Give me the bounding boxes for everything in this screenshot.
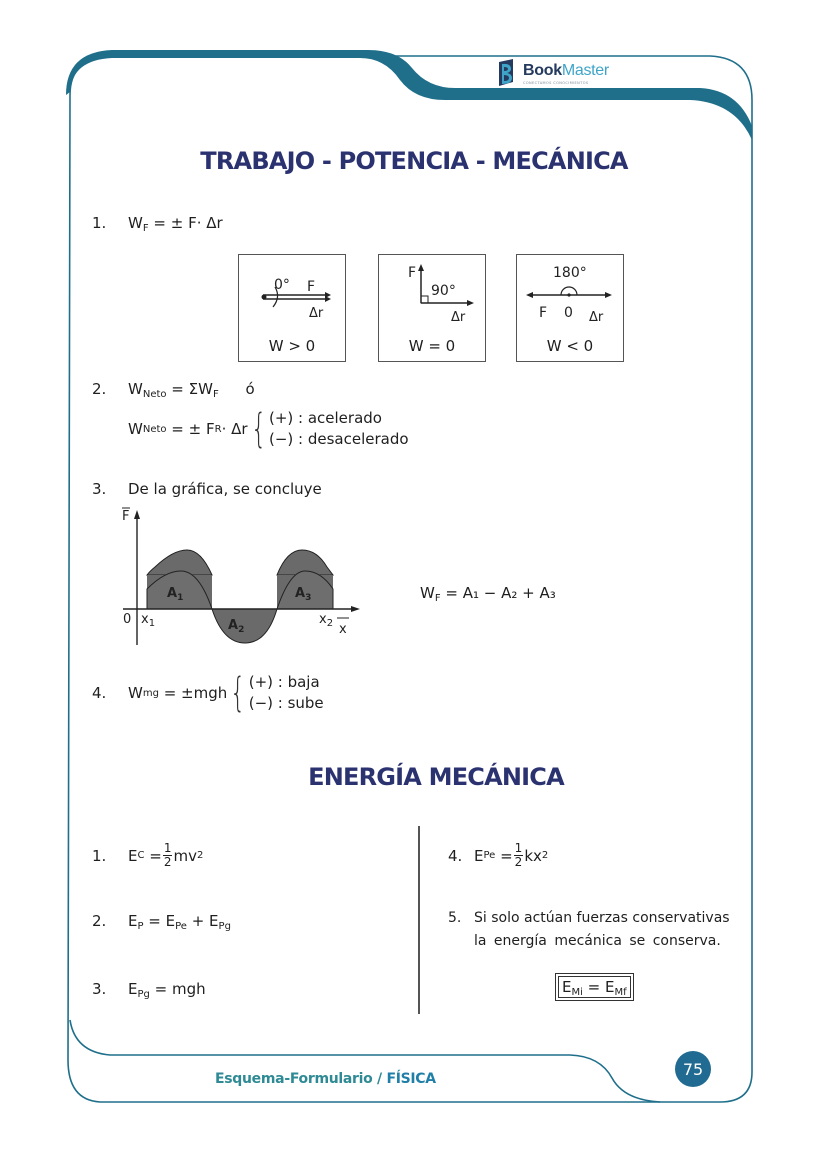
result-label: W > 0	[268, 337, 316, 355]
svg-text:x: x	[339, 622, 347, 637]
svg-text:0: 0	[123, 612, 132, 627]
diagram-zero-degrees	[238, 254, 346, 362]
brand-tagline: CONECTAMOS CONOCIMIENTOS	[523, 80, 589, 85]
conservation-statement: 5. Si solo actúan fuerzas conservativas la energía mecánica se conserva.	[448, 910, 730, 949]
svg-text:F: F	[408, 265, 417, 281]
page-number-badge: 75	[675, 1051, 711, 1087]
svg-text:Δr: Δr	[589, 310, 604, 325]
case-up: (−) : sube	[248, 694, 324, 712]
work-formula-1: 1. $W_F$ = ± F· Δr	[92, 214, 223, 234]
energy-conservation-boxed: $E_{Mi} = E_{Mf}$	[558, 978, 631, 998]
svg-text:180°: 180°	[553, 265, 587, 281]
svg-text:F: F	[539, 305, 548, 321]
net-work-resultant-formula: W Neto = ± F R · Δr { (+) : acelerado (−) : desacelerado	[128, 406, 409, 452]
svg-text:F: F	[122, 509, 130, 524]
svg-text:A3: $A_3$	[295, 586, 312, 603]
svg-text:F: F	[307, 279, 316, 295]
work-area-result: $W_F = A_1 - A_2 + A_3$	[420, 584, 556, 604]
svg-text:Δr: Δr	[309, 306, 324, 321]
svg-text:A1: $A_1$	[167, 586, 184, 603]
diagram-ninety-degrees	[378, 254, 486, 362]
svg-text:Δr: Δr	[451, 310, 466, 325]
parallel-vectors-icon	[239, 263, 345, 333]
svg-text:A2: $A_2$	[228, 618, 245, 635]
book-logo-icon	[497, 58, 519, 88]
bookmaster-logo	[497, 58, 609, 88]
svg-text:90°: 90°	[431, 283, 456, 299]
svg-text:x2: $x_2$	[319, 612, 334, 629]
case-accelerated: (+) : acelerado	[268, 409, 382, 427]
svg-text:0: 0	[564, 305, 573, 321]
net-work-formula: 2. $W_{Neto} = \Sigma W_F$ ó	[92, 380, 255, 400]
svg-text:0°: 0°	[274, 277, 290, 293]
result-label: W < 0	[546, 337, 594, 355]
svg-text:x1: $x_1$	[141, 612, 156, 629]
elastic-energy-formula: 4. E Pe = $\frac{1}{2}$ kx 2	[448, 841, 549, 869]
case-decelerated: (−) : desacelerado	[268, 430, 409, 448]
perpendicular-vectors-icon	[379, 255, 485, 327]
footer-label: Esquema-Formulario / FÍSICA	[215, 1071, 436, 1087]
diagram-180-degrees	[516, 254, 624, 362]
gravitational-energy-formula: 3. $E_{Pg}$ = mgh	[92, 980, 206, 1000]
potential-energy-formula: 2. $E_P = E_{Pe} + E_{Pg}$	[92, 912, 231, 932]
section-title-energy: ENERGÍA MECÁNICA	[308, 763, 564, 791]
case-down: (+) : baja	[248, 673, 320, 691]
page-title: TRABAJO - POTENCIA - MECÁNICA	[200, 147, 628, 175]
gravity-work-formula: 4. W mg = ±mgh { (+) : baja (−) : sube	[92, 670, 324, 716]
opposite-vectors-icon	[517, 255, 623, 327]
column-divider	[418, 826, 420, 1014]
result-label: W = 0	[408, 337, 456, 355]
kinetic-energy-formula: 1. E C = $\frac{1}{2}$ mv 2	[92, 841, 204, 869]
brand-name: BookMaster	[523, 61, 609, 79]
graph-intro: 3. De la gráfica, se concluye	[92, 480, 322, 498]
force-position-graph	[115, 505, 365, 650]
